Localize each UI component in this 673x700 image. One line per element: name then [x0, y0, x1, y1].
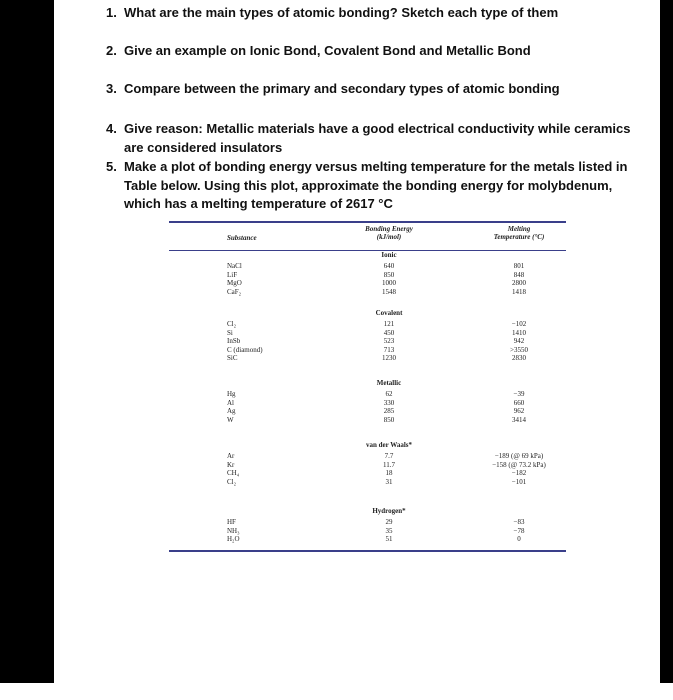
cell-melting-temperature: −78 [513, 526, 525, 535]
cell-melting-temperature: 1418 [512, 287, 526, 296]
question-number: 2. [106, 43, 117, 58]
question-number: 5. [106, 159, 117, 174]
cell-bonding-energy: 640 [383, 262, 395, 270]
cell-bonding-energy: 1000 [382, 279, 396, 288]
cell-bonding-energy: 121 [383, 320, 395, 328]
cell-bonding-energy: 35 [385, 526, 393, 535]
cell-substance: NaCl [227, 262, 242, 270]
header-bonding-energy-line2: (kJ/mol) [376, 233, 402, 241]
question-text: Compare between the primary and secondary types of atomic bonding [124, 81, 560, 96]
cell-melting-temperature: 962 [513, 407, 525, 416]
cell-bonding-energy: 1230 [382, 354, 396, 363]
question-5 [106, 158, 646, 214]
cell-substance: Cl₂ [227, 477, 237, 486]
cell-substance: NH₃ [227, 526, 240, 535]
cell-bonding-energy: 29 [385, 518, 393, 526]
question-number: 4. [106, 121, 117, 136]
cell-melting-temperature: 3414 [512, 415, 526, 424]
cell-melting-temperature: −189 (@ 69 kPa) [494, 452, 544, 460]
cell-melting-temperature: 0 [517, 535, 521, 544]
cell-substance: Al [227, 398, 234, 407]
question-text: What are the main types of atomic bonding? Sketch each type of them [124, 5, 559, 20]
header-substance: Substance [227, 234, 257, 242]
cell-bonding-energy: 850 [383, 415, 395, 424]
cell-bonding-energy: 11.7 [383, 460, 395, 469]
question-2 [106, 42, 531, 61]
cell-melting-temperature: −182 [511, 469, 527, 478]
group-label: Covalent [375, 309, 403, 317]
cell-melting-temperature: >3550 [510, 345, 528, 354]
header-melting-line2: Temperature (°C) [493, 233, 545, 241]
cell-melting-temperature: −39 [513, 390, 525, 398]
cell-melting-temperature: 660 [513, 398, 525, 407]
cell-melting-temperature: 801 [513, 262, 525, 270]
cell-substance: MgO [227, 279, 242, 288]
header-bonding-energy [344, 225, 434, 241]
cell-melting-temperature: −101 [511, 477, 527, 486]
question-text: Give reason: Metallic materials have a good electrical conductivity while ceramics are considered insulators [124, 121, 631, 155]
cell-substance: CaF₂ [227, 287, 242, 296]
bottom-strip [0, 683, 673, 700]
cell-bonding-energy: 62 [385, 390, 393, 398]
cell-substance: Ar [227, 452, 235, 460]
cell-bonding-energy: 285 [383, 407, 395, 416]
cell-melting-temperature: −102 [511, 320, 527, 328]
cell-bonding-energy: 450 [383, 328, 395, 337]
cell-substance: Hg [227, 390, 236, 398]
cell-substance: CH₄ [227, 469, 240, 478]
table-bottom-rule [169, 550, 566, 552]
cell-melting-temperature: 848 [513, 270, 525, 279]
document-page [54, 0, 660, 683]
cell-bonding-energy: 850 [383, 270, 395, 279]
group-label: Hydrogen* [372, 507, 406, 515]
cell-bonding-energy: 523 [383, 337, 395, 346]
cell-melting-temperature: 2800 [512, 279, 526, 288]
header-bonding-energy-line1: Bonding Energy [365, 225, 413, 233]
question-1 [106, 4, 558, 23]
cell-bonding-energy: 7.7 [384, 452, 394, 460]
cell-substance: Kr [227, 460, 235, 469]
cell-bonding-energy: 18 [385, 469, 393, 478]
question-3 [106, 80, 560, 99]
cell-substance: W [227, 415, 234, 424]
cell-substance: HF [227, 518, 236, 526]
bonding-energy-table [169, 221, 566, 551]
cell-melting-temperature: −83 [513, 518, 525, 526]
group-label: van der Waals* [365, 441, 413, 449]
header-melting-temperature [469, 225, 569, 241]
cell-bonding-energy: 330 [383, 398, 395, 407]
table-top-rule [169, 221, 566, 223]
question-number: 1. [106, 5, 117, 20]
cell-substance: Si [227, 328, 233, 337]
cell-substance: H₂O [227, 535, 240, 544]
question-text: Make a plot of bonding energy versus melting temperature for the metals listed in Table below. Using this plot, approximate the bonding energy for molybdenum, which has a melting temperature of 2617 °C [124, 159, 628, 211]
cell-bonding-energy: 713 [383, 345, 395, 354]
cell-bonding-energy: 1548 [382, 287, 396, 296]
question-number: 3. [106, 81, 117, 96]
cell-substance: C (diamond) [227, 345, 263, 354]
cell-melting-temperature: 2830 [512, 354, 526, 363]
cell-bonding-energy: 31 [385, 477, 393, 486]
cell-substance: LiF [227, 270, 238, 279]
cell-melting-temperature: 942 [513, 337, 525, 346]
cell-melting-temperature: 1410 [512, 328, 526, 337]
cell-substance: SiC [227, 354, 238, 363]
group-label: Metallic [376, 379, 402, 387]
question-4 [106, 120, 646, 157]
cell-substance: Cl₂ [227, 320, 237, 328]
question-text: Give an example on Ionic Bond, Covalent Bond and Metallic Bond [124, 43, 531, 58]
cell-substance: Ag [227, 407, 236, 416]
cell-substance: InSb [227, 337, 241, 346]
group-label: Ionic [381, 251, 397, 259]
cell-bonding-energy: 51 [385, 535, 393, 544]
header-melting-line1: Melting [507, 225, 531, 233]
cell-melting-temperature: −158 (@ 73.2 kPa) [492, 460, 546, 469]
